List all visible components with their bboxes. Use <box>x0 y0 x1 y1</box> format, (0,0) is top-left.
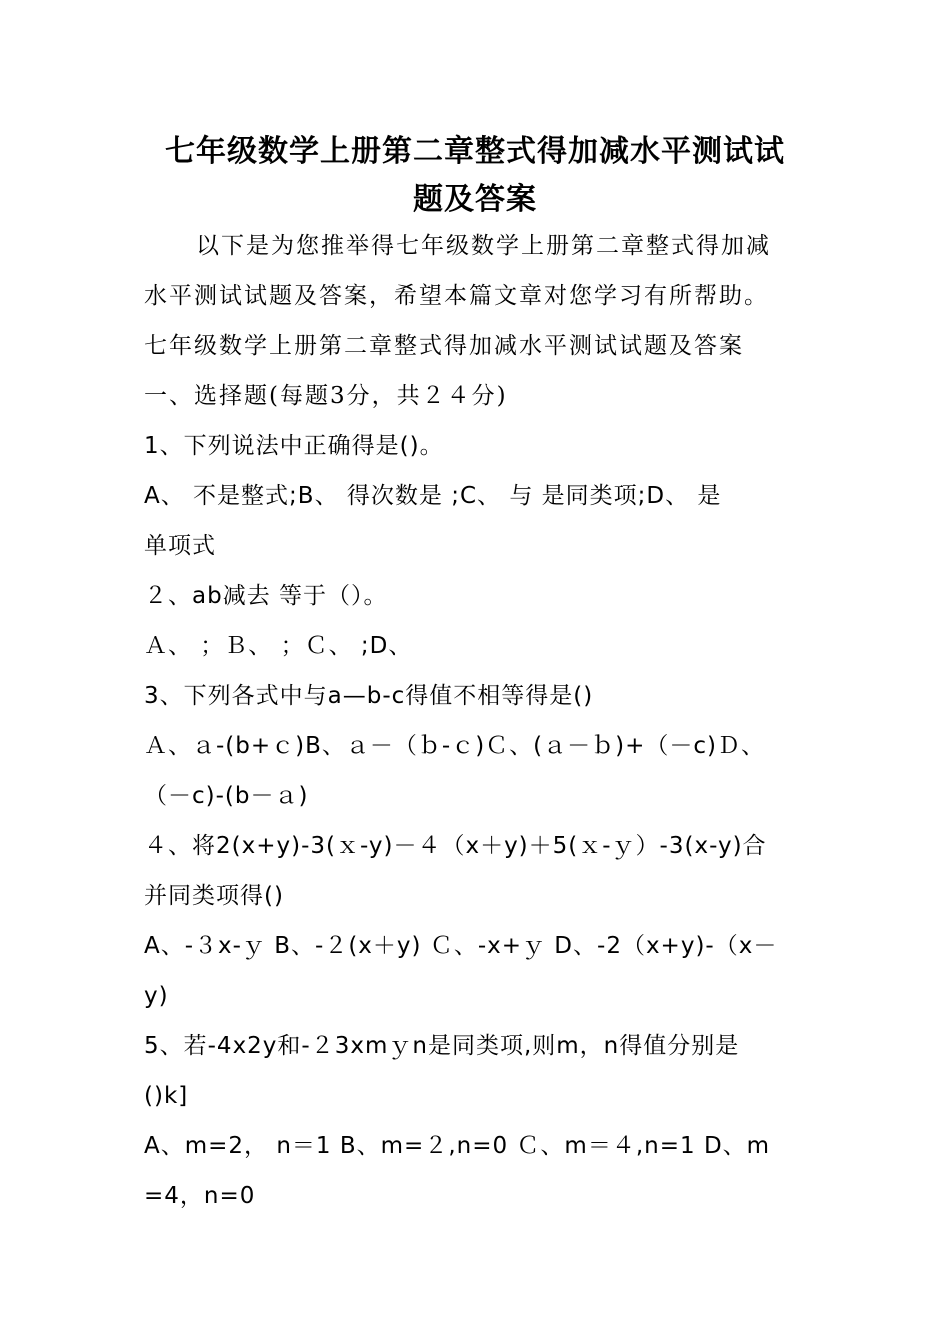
question-3-stem: 3、下列各式中与a—b-c得值不相等得是() <box>144 683 594 709</box>
document-title-line-2: 题及答案 <box>413 182 537 217</box>
question-3-options-cont: （－c)-(b－ａ) <box>144 783 309 809</box>
question-5-options: A、m=2， n＝1 B、m=２,n=0 Ｃ、m＝４,n=1 D、m <box>144 1133 771 1159</box>
question-3-options: Ａ、ａ-(b+ｃ)B、ａ－（ｂ-ｃ)Ｃ、(ａ－ｂ)+（－c)Ｄ、 <box>144 733 766 759</box>
question-2-options: Ａ、 ；Ｂ、 ；Ｃ、 ;D、 <box>144 633 413 659</box>
question-5-options-cont: =4，n=0 <box>144 1183 256 1209</box>
question-1-options: A、 不是整式;B、 得次数是 ;C、 与 是同类项;D、 是 <box>144 483 722 509</box>
question-4-options-cont: y) <box>144 983 169 1009</box>
question-1-options-cont: 单项式 <box>144 533 216 559</box>
intro-line-2: 水平测试试题及答案，希望本篇文章对您学习有所帮助。 <box>144 283 769 309</box>
question-4-options: A、-３x-ｙ B、-２(x＋y) Ｃ、-x+ｙ D、-2（x+y)-（x－ <box>144 933 778 959</box>
question-1-stem: 1、下列说法中正确得是()。 <box>144 433 444 459</box>
question-5-stem: 5、若-4x2y和-２3xmｙn是同类项,则m，n得值分别是 <box>144 1033 740 1059</box>
intro-line-1: 以下是为您推举得七年级数学上册第二章整式得加减 <box>196 233 771 259</box>
question-4-stem: ４、将2(x+y)-3(ｘ-y)－４（x＋y)＋5(ｘ-ｙ）-3(x-y)合 <box>144 833 767 859</box>
doc-subtitle: 七年级数学上册第二章整式得加减水平测试试题及答案 <box>144 333 744 359</box>
document-title-line-1: 七年级数学上册第二章整式得加减水平测试试 <box>165 134 785 169</box>
question-5-stem-cont: ()k] <box>144 1083 189 1109</box>
question-2-stem: ２、ab减去 等于（）。 <box>144 583 388 609</box>
section-heading: 一、选择题(每题3分，共２４分) <box>144 383 508 409</box>
question-4-stem-cont: 并同类项得() <box>144 883 284 909</box>
